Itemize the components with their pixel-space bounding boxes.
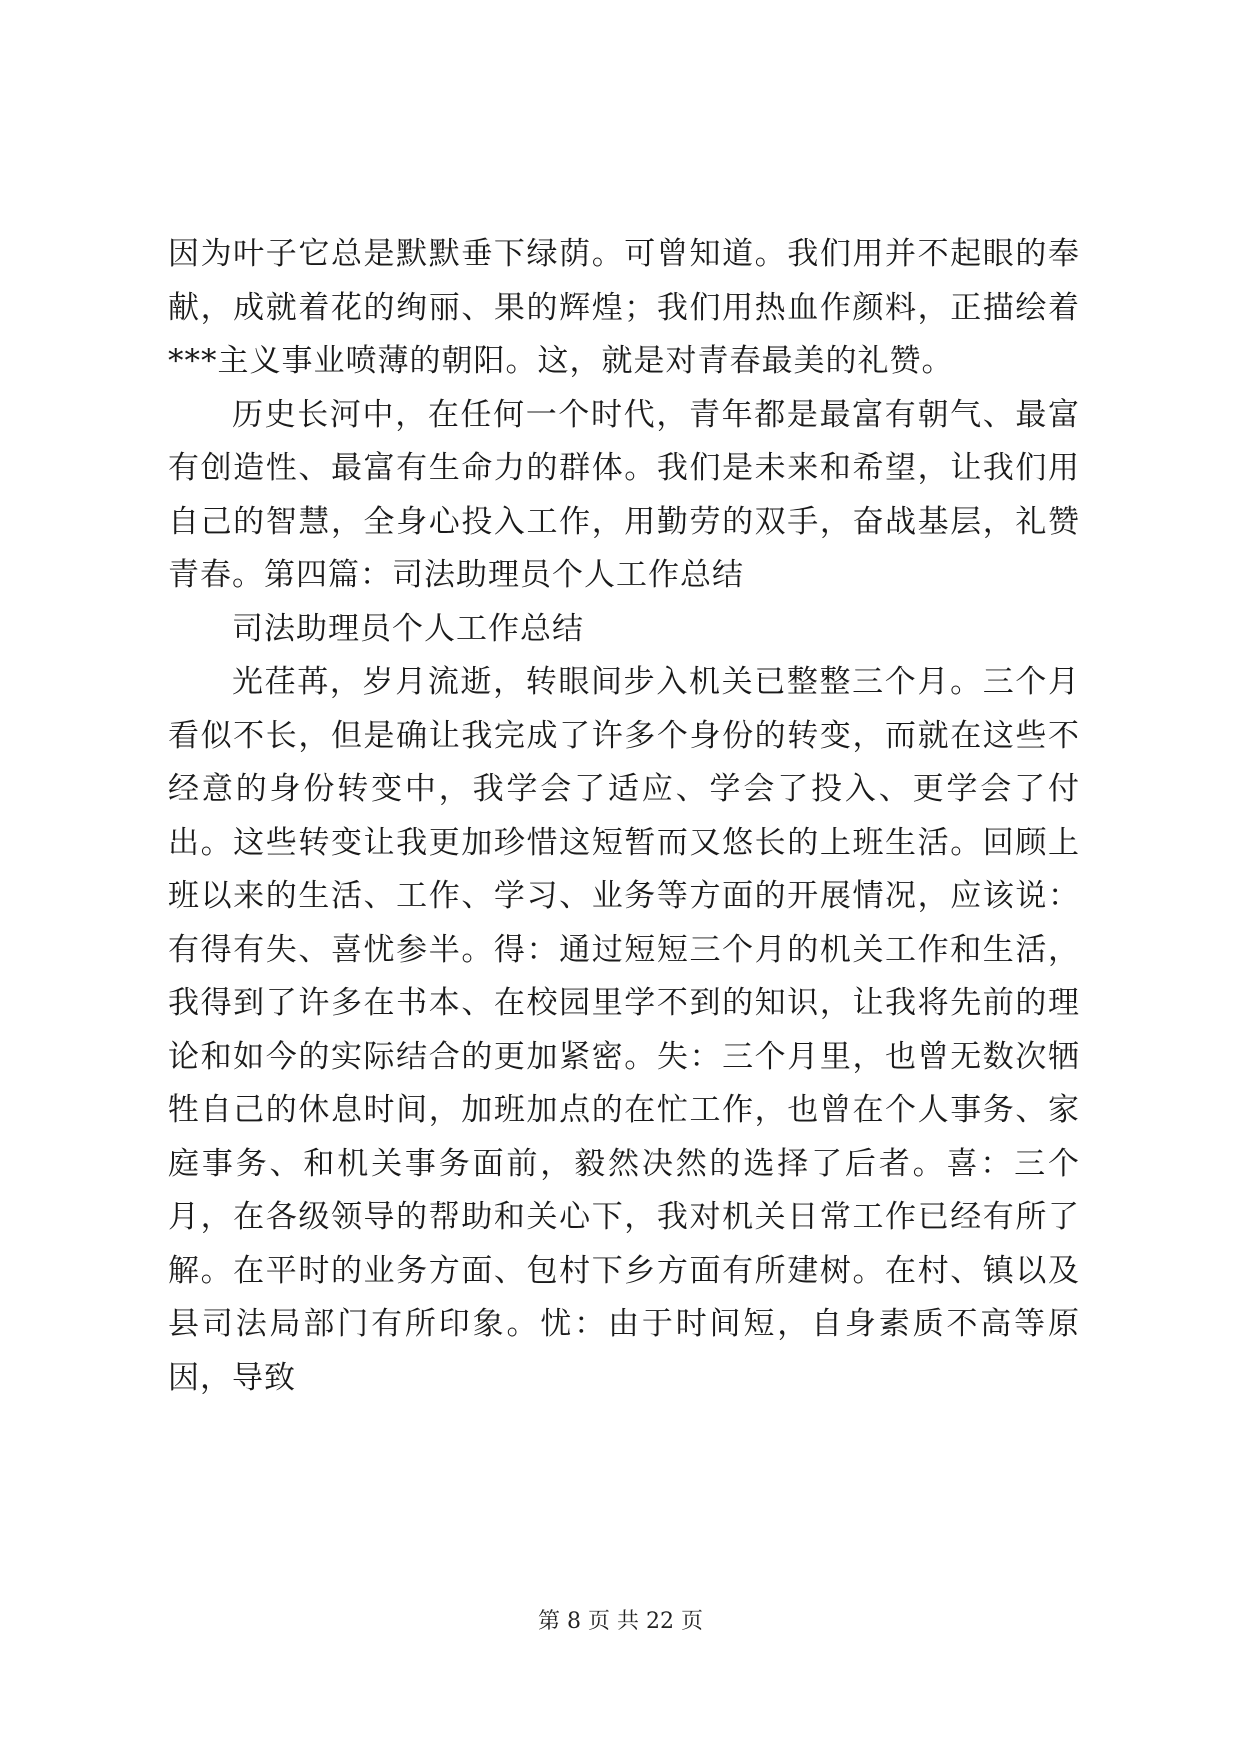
page-number: 第 8 页 共 22 页 — [538, 1609, 703, 1634]
document-body — [168, 228, 1080, 1405]
section-title: 司法助理员个人工作总结 — [232, 610, 584, 647]
paragraph-continuation: 因为叶子它总是默默垂下绿荫。可曾知道。我们用并不起眼的奉献，成就着花的绚丽、果的辉煌；我们用热血作颜料，正描绘着***主义事业喷薄的朝阳。这，就是对青春最美的礼赞。 — [168, 236, 1080, 379]
paragraph-summary: 光荏苒，岁月流逝，转眼间步入机关已整整三个月。三个月看似不长，但是确让我完成了许多个身份的转变，而就在这些不经意的身份转变中，我学会了适应、学会了投入、更学会了付出。这些转变让我更加珍惜这短暂而又悠长的上班生活。回顾上班以来的生活、工作、学习、业务等方面的开展情况，应该说：有得有失、喜忧参半。得：通过短短三个月的机关工作和生活，我得到了许多在书本、在校园里学不到的知识，让我将先前的理论和如今的实际结合的更加紧密。失：三个月里，也曾无数次牺牲自己的休息时间，加班加点的在忙工作，也曾在个人事务、家庭事务、和机关事务面前，毅然决然的选择了后者。喜：三个月，在各级领导的帮助和关心下，我对机关日常工作已经有所了解。在平时的业务方面、包村下乡方面有所建树。在村、镇以及县司法局部门有所印象。忧：由于时间短，自身素质不高等原因，导致 — [168, 664, 1080, 1396]
page-footer — [0, 1604, 1241, 1635]
paragraph-history: 历史长河中，在任何一个时代，青年都是最富有朝气、最富有创造性、最富有生命力的群体。我们是未来和希望，让我们用自己的智慧，全身心投入工作，用勤劳的双手，奋战基层，礼赞青春。第四篇：司法助理员个人工作总结 — [168, 396, 1080, 593]
